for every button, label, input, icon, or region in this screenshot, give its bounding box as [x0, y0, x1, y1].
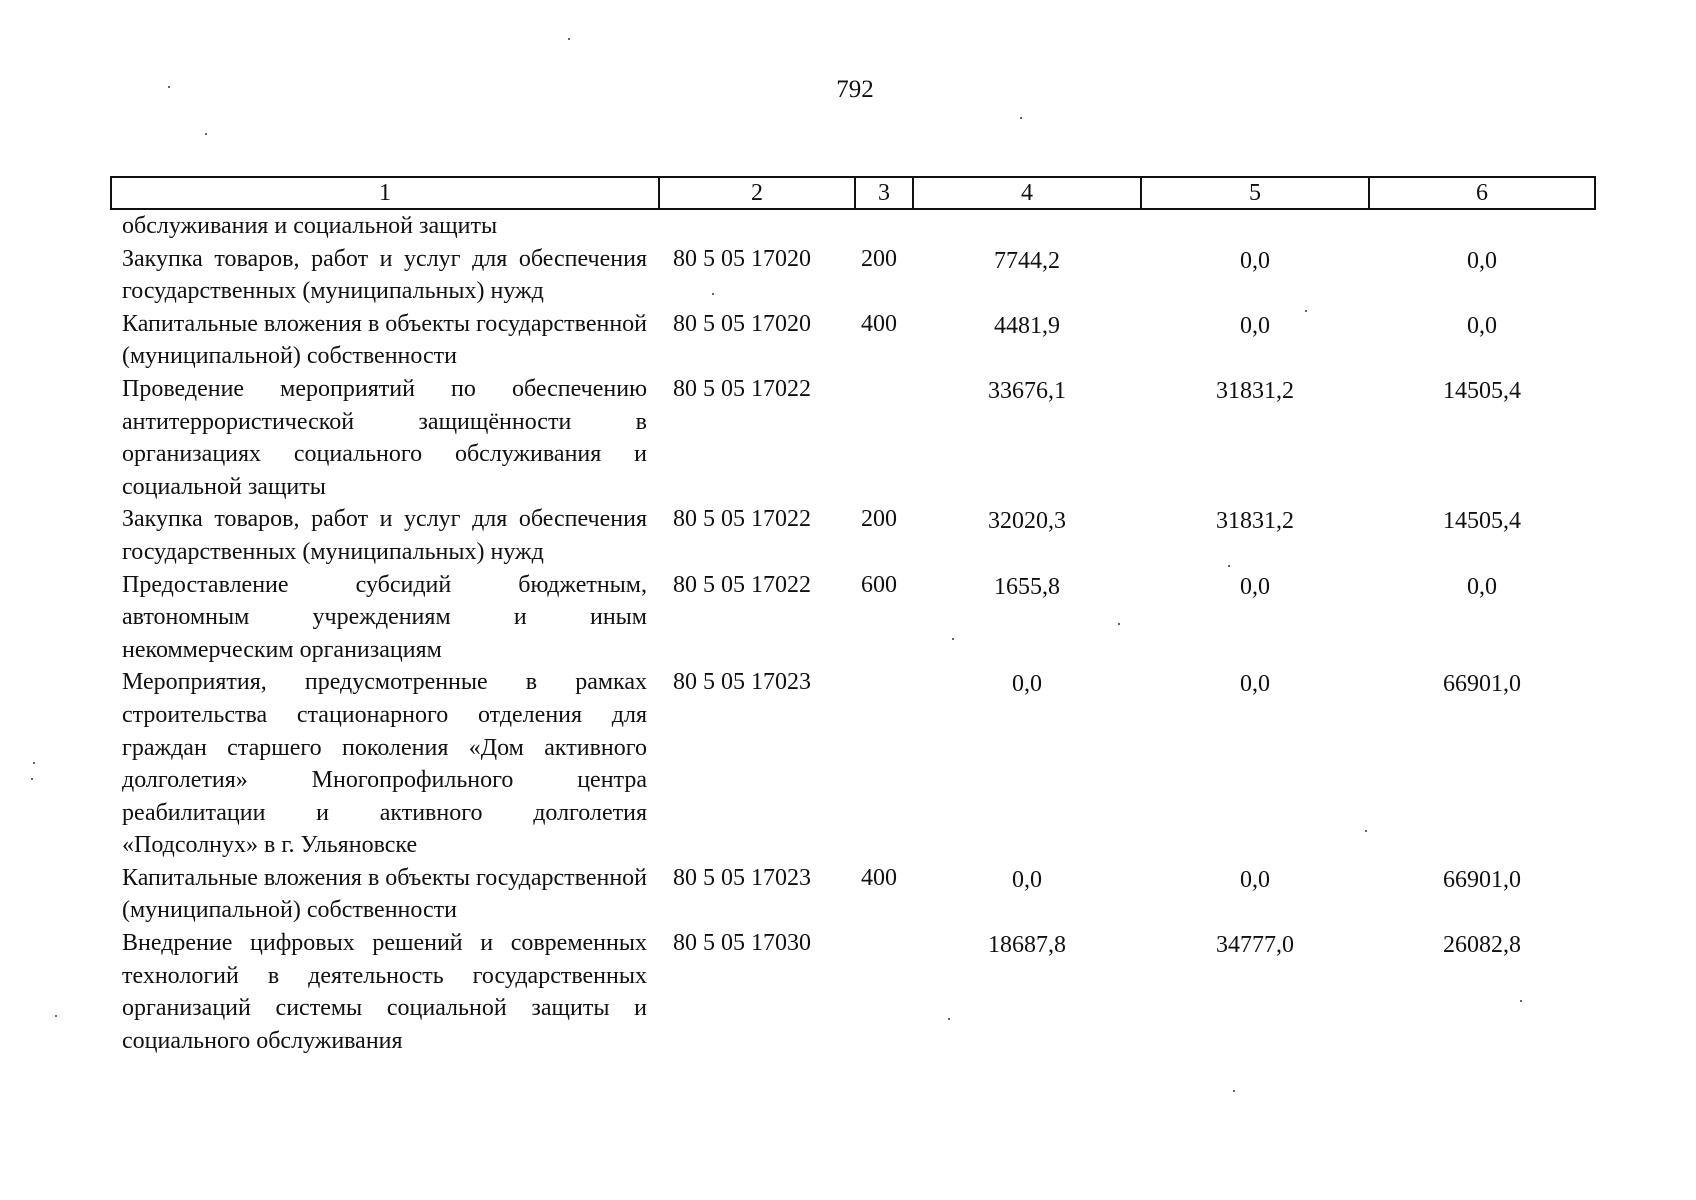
row-value-col4-cell: 4481,9	[994, 312, 1060, 339]
row-name-cell: Проведение мероприятий по обеспечению антитеррористической защищённости в организациях социального обслуживания и социальной защиты	[122, 375, 647, 500]
header-col-4: 4	[913, 177, 1141, 209]
scan-speck	[712, 293, 714, 295]
row-value-col4-cell: 0,0	[1012, 866, 1042, 893]
scan-speck	[952, 638, 954, 640]
scan-speck	[1305, 310, 1307, 312]
row-name-cell: Мероприятия, предусмотренные в рамках строительства стационарного отделения для граждан старшего поколения «Дом активного долголетия» Многопрофильного центра реабилитации и активного долголетия «Подсолнух» в г. Ульяновске	[122, 669, 647, 859]
row-code-cell: 80 5 05 17023	[673, 864, 811, 891]
row-value-col4-cell: 7744,2	[994, 247, 1060, 274]
row-expense-type-cell: 400	[861, 864, 897, 891]
row-value-col5-cell: 34777,0	[1216, 932, 1294, 959]
row-value-col5-cell: 31831,2	[1216, 508, 1294, 535]
table-row	[111, 862, 1595, 927]
scan-speck	[1020, 117, 1022, 119]
row-value-col6-cell: 14505,4	[1443, 377, 1521, 404]
row-name-cell: обслуживания и социальной защиты	[122, 213, 498, 239]
row-value-col5-cell: 0,0	[1240, 671, 1270, 698]
row-expense-type-cell	[855, 373, 913, 503]
row-code-cell: 80 5 05 17022	[673, 375, 811, 402]
row-value-col4-cell: 1655,8	[994, 573, 1060, 600]
row-value-col6-cell	[1369, 209, 1595, 243]
row-value-col6-cell: 0,0	[1467, 573, 1497, 600]
row-name-cell: Предоставление субсидий бюджетным, автономным учреждениям и иным некоммерческим организациям	[122, 571, 647, 663]
row-value-col6-cell: 66901,0	[1443, 671, 1521, 698]
table-body	[111, 209, 1595, 1057]
table-row	[111, 308, 1595, 373]
row-code-cell: 80 5 05 17020	[673, 245, 811, 272]
header-col-1: 1	[111, 177, 659, 209]
scan-speck	[31, 778, 33, 780]
scan-speck	[33, 762, 35, 764]
header-col-5: 5	[1141, 177, 1369, 209]
row-expense-type-cell: 200	[861, 506, 897, 533]
table-row	[111, 209, 1595, 243]
header-col-2: 2	[659, 177, 855, 209]
row-name-cell: Закупка товаров, работ и услуг для обеспечения государственных (муниципальных) нужд	[122, 506, 647, 565]
row-expense-type-cell	[855, 209, 913, 243]
row-value-col6-cell: 0,0	[1467, 312, 1497, 339]
table-row	[111, 243, 1595, 308]
row-value-col6-cell: 66901,0	[1443, 866, 1521, 893]
page-number: 792	[836, 76, 874, 103]
row-value-col4-cell: 33676,1	[988, 377, 1066, 404]
row-value-col5-cell: 0,0	[1240, 573, 1270, 600]
row-value-col6-cell: 14505,4	[1443, 508, 1521, 535]
scan-speck	[1365, 830, 1367, 832]
table-row	[111, 666, 1595, 862]
scan-speck	[1233, 1090, 1235, 1092]
row-expense-type-cell: 400	[861, 310, 897, 337]
header-col-3: 3	[855, 177, 913, 209]
row-code-cell: 80 5 05 17023	[673, 669, 811, 696]
budget-table	[110, 176, 1596, 1057]
row-code-cell: 80 5 05 17022	[673, 506, 811, 533]
header-col-6: 6	[1369, 177, 1595, 209]
row-expense-type-cell	[855, 666, 913, 862]
row-value-col6-cell: 26082,8	[1443, 932, 1521, 959]
table-row	[111, 569, 1595, 667]
scan-speck	[55, 1015, 57, 1017]
row-name-cell: Закупка товаров, работ и услуг для обеспечения государственных (муниципальных) нужд	[122, 245, 647, 305]
row-code-cell: 80 5 05 17022	[673, 571, 811, 598]
row-value-col5-cell: 0,0	[1240, 866, 1270, 893]
row-value-col5-cell: 0,0	[1240, 247, 1270, 274]
row-value-col5-cell	[1141, 209, 1369, 243]
row-name-cell: Капитальные вложения в объекты государственной (муниципальной) собственности	[122, 310, 647, 370]
row-code-cell: 80 5 05 17030	[673, 930, 811, 957]
row-value-col5-cell: 0,0	[1240, 312, 1270, 339]
row-expense-type-cell: 600	[861, 571, 897, 598]
scan-speck	[205, 133, 207, 135]
row-expense-type-cell: 200	[861, 245, 897, 272]
table-row	[111, 503, 1595, 568]
row-value-col6-cell: 0,0	[1467, 247, 1497, 274]
row-name-cell: Капитальные вложения в объекты государственной (муниципальной) собственности	[122, 864, 647, 924]
scan-speck	[1118, 623, 1120, 625]
row-code-cell: 80 5 05 17020	[673, 310, 811, 337]
scan-speck	[168, 86, 170, 88]
table-row	[111, 373, 1595, 503]
table-header-row	[111, 177, 1595, 209]
row-expense-type-cell	[855, 927, 913, 1057]
row-value-col4-cell: 18687,8	[988, 932, 1066, 959]
row-name-cell: Внедрение цифровых решений и современных технологий в деятельность государственных организаций системы социальной защиты и социального обслуживания	[122, 930, 647, 1054]
row-value-col4-cell: 0,0	[1012, 671, 1042, 698]
row-value-col4-cell: 32020,3	[988, 508, 1066, 535]
row-value-col4-cell	[913, 209, 1141, 243]
scan-speck	[568, 38, 570, 40]
row-value-col5-cell: 31831,2	[1216, 377, 1294, 404]
table-row	[111, 927, 1595, 1057]
scan-speck	[948, 1018, 950, 1020]
scan-speck	[1228, 565, 1230, 567]
scan-speck	[1520, 1000, 1522, 1002]
row-code-cell	[659, 209, 855, 243]
